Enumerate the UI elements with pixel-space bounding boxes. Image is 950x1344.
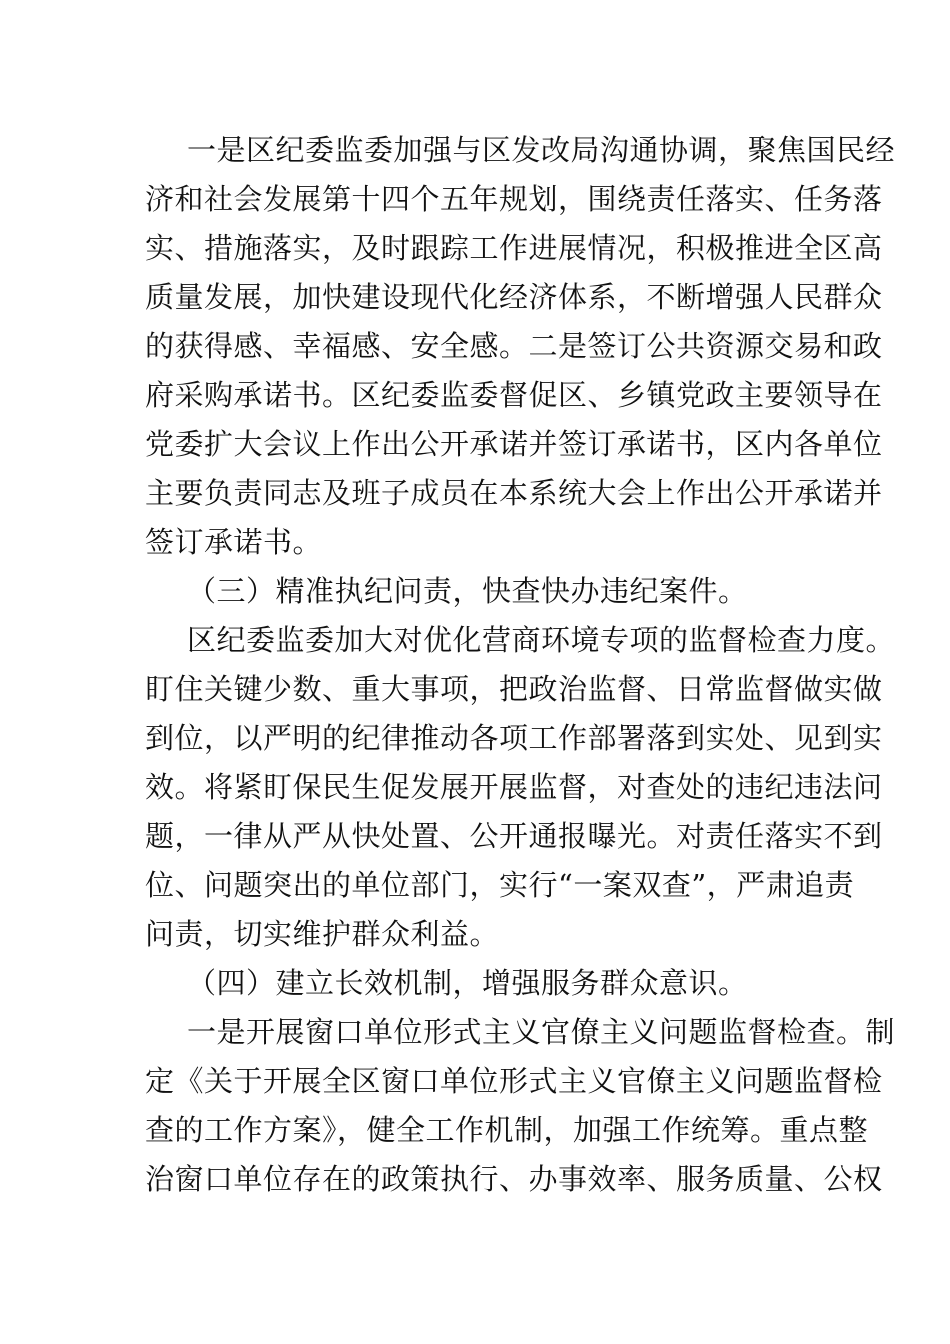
text-line: 效。将紧盯保民生促发展开展监督，对查处的违纪违法问 — [145, 770, 883, 804]
section-heading: （三）精准执纪问责，快查快办违纪案件。 — [187, 574, 748, 608]
text-line: 查的工作方案》，健全工作机制，加强工作统筹。重点整 — [145, 1113, 869, 1147]
text-line: 府采购承诺书。区纪委监委督促区、乡镇党政主要领导在 — [145, 378, 883, 412]
text-line: 济和社会发展第十四个五年规划，围绕责任落实、任务落 — [145, 182, 883, 216]
text-line: 一是开展窗口单位形式主义官僚主义问题监督检查。制 — [187, 1015, 896, 1049]
text-line: 党委扩大会议上作出公开承诺并签订承诺书，区内各单位 — [145, 427, 883, 461]
text-line: 定《关于开展全区窗口单位形式主义官僚主义问题监督检 — [145, 1064, 883, 1098]
text-line: 题，一律从严从快处置、公开通报曝光。对责任落实不到 — [145, 819, 883, 853]
text-line: 位、问题突出的单位部门，实行“一案双查”，严肃追责 — [145, 868, 855, 902]
text-line: 一是区纪委监委加强与区发改局沟通协调，聚焦国民经 — [187, 133, 896, 167]
text-line: 主要负责同志及班子成员在本系统大会上作出公开承诺并 — [145, 476, 883, 510]
text-line: 问责，切实维护群众利益。 — [145, 917, 500, 951]
text-line: 签订承诺书。 — [145, 525, 323, 559]
text-line: 质量发展，加快建设现代化经济体系，不断增强人民群众 — [145, 280, 883, 314]
text-line: 的获得感、幸福感、安全感。二是签订公共资源交易和政 — [145, 329, 883, 363]
text-line: 治窗口单位存在的政策执行、办事效率、服务质量、公权 — [145, 1162, 883, 1196]
section-heading: （四）建立长效机制，增强服务群众意识。 — [187, 966, 748, 1000]
text-line: 区纪委监委加大对优化营商环境专项的监督检查力度。 — [187, 623, 896, 657]
text-line: 到位，以严明的纪律推动各项工作部署落到实处、见到实 — [145, 721, 883, 755]
text-line: 实、措施落实，及时跟踪工作进展情况，积极推进全区高 — [145, 231, 883, 265]
text-line: 盯住关键少数、重大事项，把政治监督、日常监督做实做 — [145, 672, 883, 706]
